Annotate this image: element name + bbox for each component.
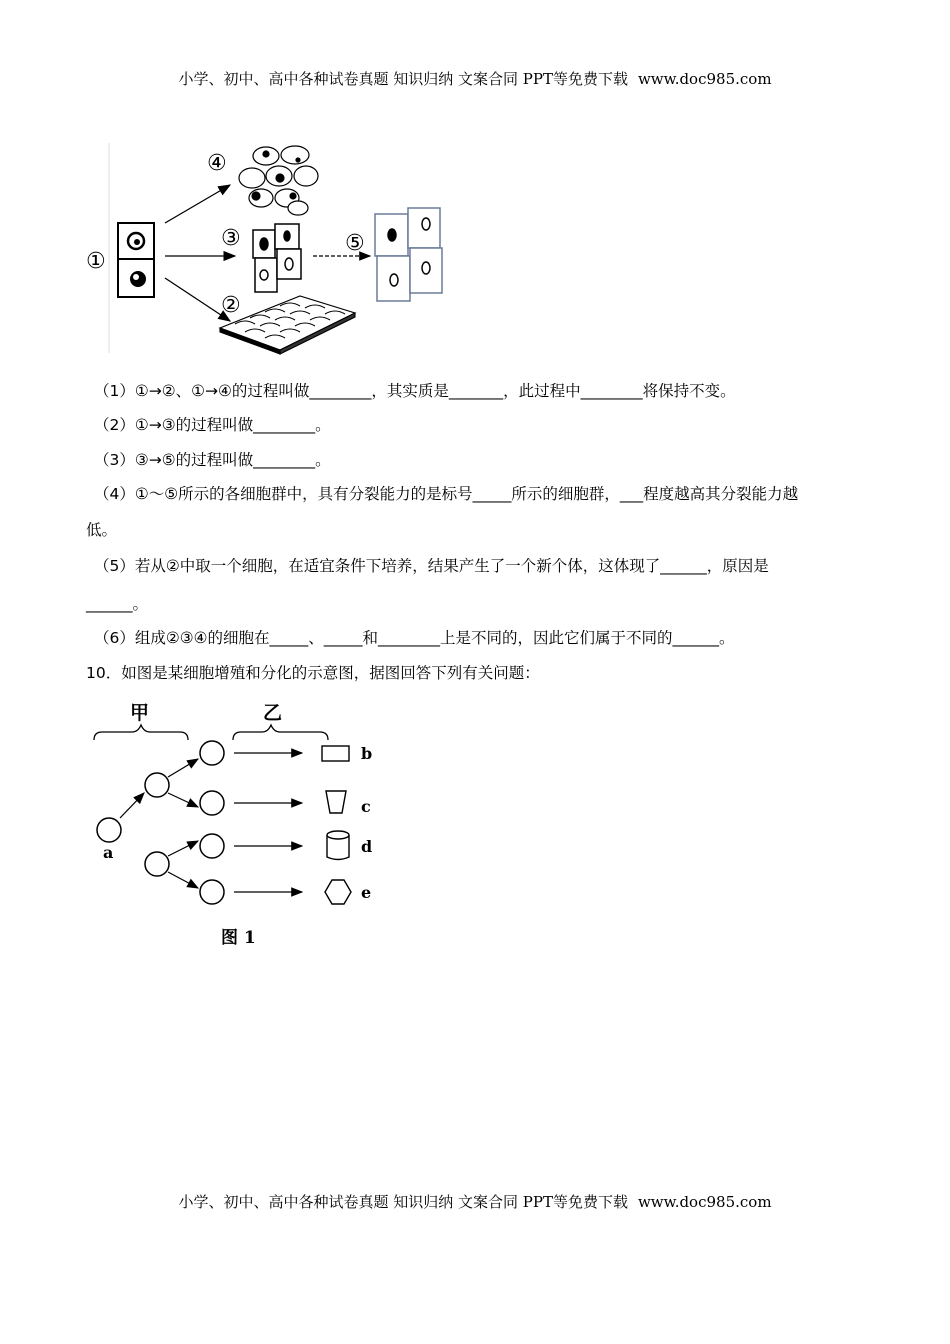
question-9-1: （1）①→②、①→④的过程叫做________，其实质是_______，此过程中________将保持不变。	[94, 382, 736, 400]
question-9-4: （4）①～⑤所示的各细胞群中，具有分裂能力的是标号_____所示的细胞群，___程度越高其分裂能力越	[94, 485, 799, 503]
footer-url: www.doc985.com	[637, 1193, 772, 1211]
label-c: c	[361, 797, 371, 816]
label-b: b	[361, 744, 373, 763]
question-9-5-continued: ______。	[86, 595, 149, 613]
label-yi: 乙	[263, 702, 283, 724]
question-9-2: （2）①→③的过程叫做________。	[94, 416, 331, 434]
cell-diagram-figure	[80, 138, 480, 358]
footer-text: 小学、初中、高中各种试卷真题 知识归纳 文案合同 PPT等免费下载	[178, 1193, 628, 1211]
cell-group-5	[375, 208, 442, 301]
cell-group-1	[118, 223, 154, 297]
question-9-5: （5）若从②中取一个细胞，在适宜条件下培养，结果产生了一个新个体，这体现了______，原因是	[94, 557, 769, 575]
label-e: e	[361, 883, 372, 902]
page-header	[0, 68, 950, 89]
header-text: 小学、初中、高中各种试卷真题 知识归纳 文案合同 PPT等免费下载	[178, 70, 628, 88]
label-1: ①	[86, 249, 106, 274]
label-jia: 甲	[130, 702, 150, 724]
header-url: www.doc985.com	[637, 70, 772, 88]
question-9-6: （6）组成②③④的细胞在_____、_____和________上是不同的，因此它们属于不同的______。	[94, 629, 735, 647]
question-10: 10．如图是某细胞增殖和分化的示意图，据图回答下列有关问题：	[86, 664, 540, 682]
cell-group-3	[253, 224, 301, 292]
question-9-4-continued: 低。	[86, 521, 118, 539]
label-5: ⑤	[345, 231, 365, 256]
label-4: ④	[207, 151, 227, 176]
label-3: ③	[221, 226, 241, 251]
cell-group-4	[239, 146, 318, 215]
figure-caption: 图 1	[221, 928, 256, 948]
label-2: ②	[221, 293, 241, 318]
proliferation-differentiation-figure	[88, 695, 388, 955]
page-footer	[0, 1191, 950, 1212]
question-9-3: （3）③→⑤的过程叫做________。	[94, 451, 331, 469]
label-d: d	[361, 837, 373, 856]
label-a: a	[103, 843, 114, 862]
